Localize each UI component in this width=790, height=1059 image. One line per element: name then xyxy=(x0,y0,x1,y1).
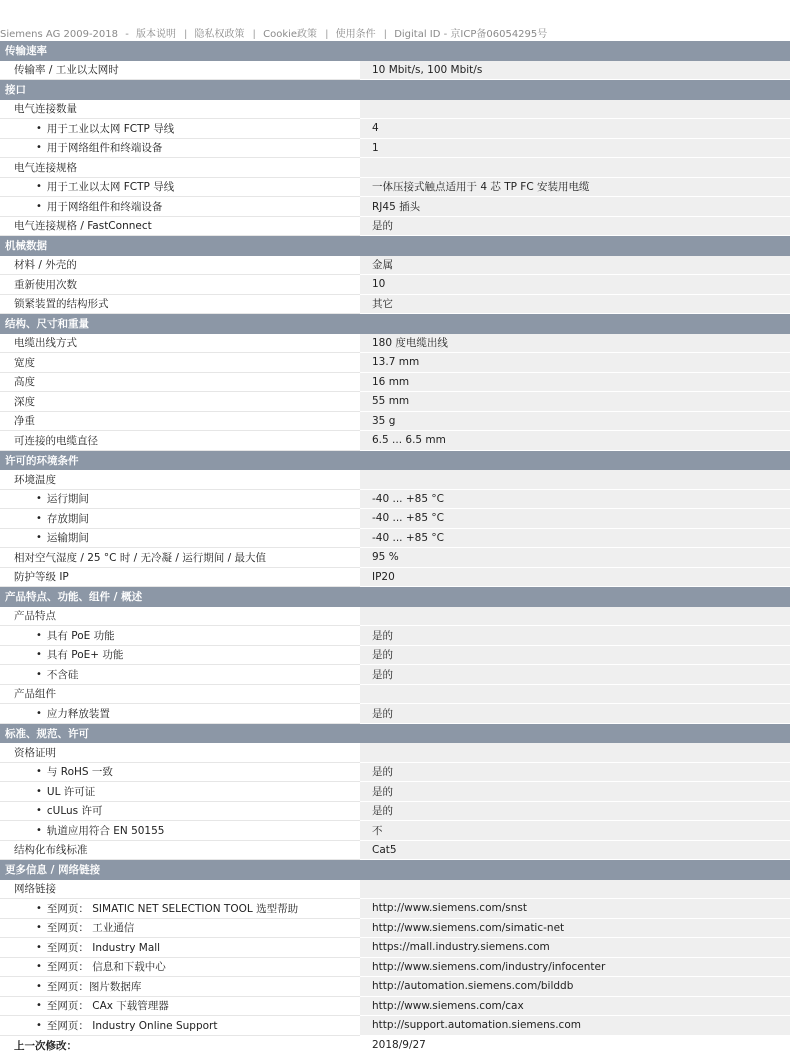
spec-label xyxy=(0,470,360,490)
spec-value xyxy=(360,607,790,627)
spec-row xyxy=(0,568,790,588)
spec-value: Cat5 xyxy=(360,841,790,861)
spec-label-text: • 具有 PoE+ 功能 xyxy=(46,649,124,662)
spec-label xyxy=(0,139,360,159)
spec-label-text: 重新使用次数 xyxy=(14,278,77,291)
spec-label-text: • 轨道应用符合 EN 50155 xyxy=(46,824,165,837)
spec-value: 是的 xyxy=(360,782,790,802)
spec-value: IP20 xyxy=(360,568,790,588)
spec-row xyxy=(0,256,790,276)
spec-value: 35 g xyxy=(360,412,790,432)
spec-label xyxy=(0,392,360,412)
spec-row xyxy=(0,1016,790,1036)
spec-label xyxy=(0,548,360,568)
spec-label xyxy=(0,412,360,432)
spec-row xyxy=(0,548,790,568)
spec-value: 其它 xyxy=(360,295,790,315)
spec-row xyxy=(0,743,790,763)
section-header: 传输速率 xyxy=(0,41,790,61)
spec-row xyxy=(0,392,790,412)
spec-row xyxy=(0,802,790,822)
spec-row xyxy=(0,704,790,724)
copyright-text: Siemens AG 2009-2018 xyxy=(0,29,118,39)
spec-row xyxy=(0,958,790,978)
spec-label xyxy=(0,490,360,510)
last-modified-label: 上一次修改： xyxy=(0,1036,360,1056)
spec-label-text: • cULus 许可 xyxy=(46,805,103,818)
spec-row xyxy=(0,880,790,900)
spec-label xyxy=(0,665,360,685)
footer-link-release-notes[interactable]: 版本说明 xyxy=(135,29,176,39)
spec-label xyxy=(0,938,360,958)
spec-label-text: • 应力释放装置 xyxy=(46,707,110,720)
spec-row xyxy=(0,938,790,958)
spec-row xyxy=(0,197,790,217)
spec-label xyxy=(0,197,360,217)
spec-value xyxy=(360,685,790,705)
spec-row xyxy=(0,841,790,861)
spec-value: 4 xyxy=(360,119,790,139)
spec-value: 95 % xyxy=(360,548,790,568)
spec-value: 180 度电缆出线 xyxy=(360,334,790,354)
spec-label xyxy=(0,763,360,783)
spec-label-text: 电气连接规格 xyxy=(14,161,77,174)
spec-label xyxy=(0,100,360,120)
spec-label-text: 防护等级 IP xyxy=(14,571,69,584)
spec-row xyxy=(0,353,790,373)
spec-label-text: • 不含硅 xyxy=(46,668,79,681)
spec-row xyxy=(0,977,790,997)
spec-row xyxy=(0,373,790,393)
spec-label-text: • 至网页： Industry Online Support xyxy=(46,1019,218,1032)
spec-label xyxy=(0,704,360,724)
spec-label-text: 高度 xyxy=(14,376,35,389)
footer-links-bar: Siemens AG 2009-2018 - 版本说明 | 隐私权政策 | Cookie政策 | 使用条件 | Digital ID - 京ICP备06054295号 xyxy=(0,29,548,39)
section-header: 更多信息 / 网络链接 xyxy=(0,860,790,880)
spec-value-link[interactable]: https://mall.industry.siemens.com xyxy=(360,938,790,958)
spec-row xyxy=(0,821,790,841)
spec-label xyxy=(0,685,360,705)
spec-label xyxy=(0,119,360,139)
spec-label-text: • 用于网络组件和终端设备 xyxy=(46,200,163,213)
spec-label-text: 宽度 xyxy=(14,356,35,369)
spec-value xyxy=(360,158,790,178)
spec-label xyxy=(0,743,360,763)
spec-value: 是的 xyxy=(360,626,790,646)
spec-label-text: 相对空气湿度 / 25 °C 时 / 无冷凝 / 运行期间 / 最大值 xyxy=(14,551,266,564)
spec-label-text: 电气连接规格 / FastConnect xyxy=(14,220,152,233)
section-header: 结构、尺寸和重量 xyxy=(0,314,790,334)
spec-label xyxy=(0,607,360,627)
spec-row xyxy=(0,295,790,315)
spec-row xyxy=(0,217,790,237)
spec-value xyxy=(360,470,790,490)
spec-label xyxy=(0,275,360,295)
spec-label-text: 环境温度 xyxy=(14,473,56,486)
spec-row xyxy=(0,763,790,783)
spec-label-text: • 用于网络组件和终端设备 xyxy=(46,142,163,155)
spec-label-text: • 存放期间 xyxy=(46,512,89,525)
section-header: 标准、规范、许可 xyxy=(0,724,790,744)
spec-row xyxy=(0,529,790,549)
spec-label-text: • 用于工业以太网 FCTP 导线 xyxy=(46,181,175,194)
spec-label xyxy=(0,334,360,354)
spec-label xyxy=(0,529,360,549)
spec-row xyxy=(0,509,790,529)
spec-value: 1 xyxy=(360,139,790,159)
spec-value-link[interactable]: http://www.siemens.com/snst xyxy=(360,899,790,919)
spec-value: 是的 xyxy=(360,704,790,724)
spec-row xyxy=(0,626,790,646)
spec-value: 10 xyxy=(360,275,790,295)
spec-row xyxy=(0,490,790,510)
spec-label xyxy=(0,841,360,861)
section-header: 许可的环境条件 xyxy=(0,451,790,471)
spec-label xyxy=(0,997,360,1017)
spec-value-link[interactable]: http://www.siemens.com/simatic-net xyxy=(360,919,790,939)
spec-row xyxy=(0,646,790,666)
spec-value-link[interactable]: http://support.automation.siemens.com xyxy=(360,1016,790,1036)
spec-label xyxy=(0,61,360,81)
spec-value xyxy=(360,100,790,120)
spec-value: 一体压接式触点适用于 4 芯 TP FC 安装用电缆 xyxy=(360,178,790,198)
spec-label-text: • 至网页： 工业通信 xyxy=(46,922,135,935)
spec-row xyxy=(0,665,790,685)
spec-row xyxy=(0,997,790,1017)
spec-label-text: 电缆出线方式 xyxy=(14,337,77,350)
spec-label xyxy=(0,178,360,198)
spec-label xyxy=(0,919,360,939)
spec-label xyxy=(0,509,360,529)
spec-label-text: • UL 许可证 xyxy=(46,785,96,798)
spec-label-text: 网络链接 xyxy=(14,883,56,896)
spec-label xyxy=(0,646,360,666)
spec-value-link[interactable]: http://automation.siemens.com/bilddb xyxy=(360,977,790,997)
spec-value xyxy=(360,743,790,763)
spec-label-text: 可连接的电缆直径 xyxy=(14,434,98,447)
spec-value-link[interactable]: http://www.siemens.com/industry/infocenter xyxy=(360,958,790,978)
spec-label xyxy=(0,295,360,315)
spec-label-text: 净重 xyxy=(14,415,35,428)
spec-row xyxy=(0,412,790,432)
spec-row xyxy=(0,334,790,354)
spec-label-text: • 具有 PoE 功能 xyxy=(46,629,115,642)
spec-label-text: • 至网页： 信息和下载中心 xyxy=(46,961,166,974)
last-modified-value: 2018/9/27 xyxy=(360,1036,790,1056)
footer-link-digital-id[interactable]: Digital ID - 京ICP备06054295号 xyxy=(394,29,548,39)
spec-value: 10 Mbit/s, 100 Mbit/s xyxy=(360,61,790,81)
spec-row xyxy=(0,61,790,81)
spec-row xyxy=(0,607,790,627)
spec-value: 55 mm xyxy=(360,392,790,412)
spec-label xyxy=(0,977,360,997)
spec-row xyxy=(0,685,790,705)
spec-row xyxy=(0,139,790,159)
spec-row xyxy=(0,275,790,295)
spec-value: -40 ... +85 °C xyxy=(360,490,790,510)
spec-value: 是的 xyxy=(360,802,790,822)
spec-label-text: • 至网页：图片数据库 xyxy=(46,980,142,993)
spec-label xyxy=(0,373,360,393)
spec-label-text: 深度 xyxy=(14,395,35,408)
spec-value: RJ45 插头 xyxy=(360,197,790,217)
spec-table xyxy=(0,41,790,1055)
spec-label-text: • 用于工业以太网 FCTP 导线 xyxy=(46,122,175,135)
spec-value-link[interactable]: http://www.siemens.com/cax xyxy=(360,997,790,1017)
spec-value: 是的 xyxy=(360,217,790,237)
spec-label-text: 资格证明 xyxy=(14,746,56,759)
footer-link-cookie[interactable]: Cookie政策 xyxy=(263,29,318,39)
spec-label xyxy=(0,158,360,178)
spec-value: -40 ... +85 °C xyxy=(360,509,790,529)
spec-row xyxy=(0,899,790,919)
section-header: 接口 xyxy=(0,80,790,100)
spec-label xyxy=(0,568,360,588)
spec-row xyxy=(0,178,790,198)
spec-value xyxy=(360,880,790,900)
spec-label xyxy=(0,353,360,373)
spec-label-text: 传输率 / 工业以太网时 xyxy=(14,64,119,77)
footer-dash: - xyxy=(125,29,129,39)
spec-label xyxy=(0,217,360,237)
spec-label xyxy=(0,821,360,841)
spec-label-text: 结构化布线标准 xyxy=(14,844,88,857)
section-header: 机械数据 xyxy=(0,236,790,256)
spec-value: 金属 xyxy=(360,256,790,276)
spec-row xyxy=(0,782,790,802)
spec-row xyxy=(0,431,790,451)
spec-label-text: 产品特点 xyxy=(14,610,56,623)
spec-label-text: • 至网页： SIMATIC NET SELECTION TOOL 选型帮助 xyxy=(46,902,299,915)
spec-label xyxy=(0,782,360,802)
spec-label-text: 材料 / 外壳的 xyxy=(14,259,77,272)
spec-value: 6.5 ... 6.5 mm xyxy=(360,431,790,451)
last-modified-row xyxy=(0,1036,790,1056)
spec-row xyxy=(0,158,790,178)
spec-label-text: 锁紧装置的结构形式 xyxy=(14,298,109,311)
footer-link-terms[interactable]: 使用条件 xyxy=(335,29,376,39)
spec-label-text: • 至网页： Industry Mall xyxy=(46,941,161,954)
spec-label-text: • 运行期间 xyxy=(46,493,89,506)
spec-label-text: • 至网页： CAx 下载管理器 xyxy=(46,1000,169,1013)
spec-value: 是的 xyxy=(360,646,790,666)
spec-value: 是的 xyxy=(360,665,790,685)
spec-value: 不 xyxy=(360,821,790,841)
spec-label xyxy=(0,626,360,646)
spec-row xyxy=(0,470,790,490)
spec-label xyxy=(0,802,360,822)
spec-label-text: • 与 RoHS 一致 xyxy=(46,766,113,779)
spec-label-text: • 运输期间 xyxy=(46,532,89,545)
spec-label-text: 电气连接数量 xyxy=(14,103,77,116)
spec-label xyxy=(0,1016,360,1036)
spec-value: 是的 xyxy=(360,763,790,783)
spec-value: 16 mm xyxy=(360,373,790,393)
spec-label xyxy=(0,899,360,919)
spec-row xyxy=(0,119,790,139)
spec-label xyxy=(0,958,360,978)
spec-label xyxy=(0,256,360,276)
spec-row xyxy=(0,100,790,120)
spec-label-text: 产品组件 xyxy=(14,688,56,701)
footer-link-privacy[interactable]: 隐私权政策 xyxy=(194,29,245,39)
spec-value: -40 ... +85 °C xyxy=(360,529,790,549)
spec-label xyxy=(0,431,360,451)
section-header: 产品特点、功能、组件 / 概述 xyxy=(0,587,790,607)
spec-label xyxy=(0,880,360,900)
spec-row xyxy=(0,919,790,939)
spec-value: 13.7 mm xyxy=(360,353,790,373)
